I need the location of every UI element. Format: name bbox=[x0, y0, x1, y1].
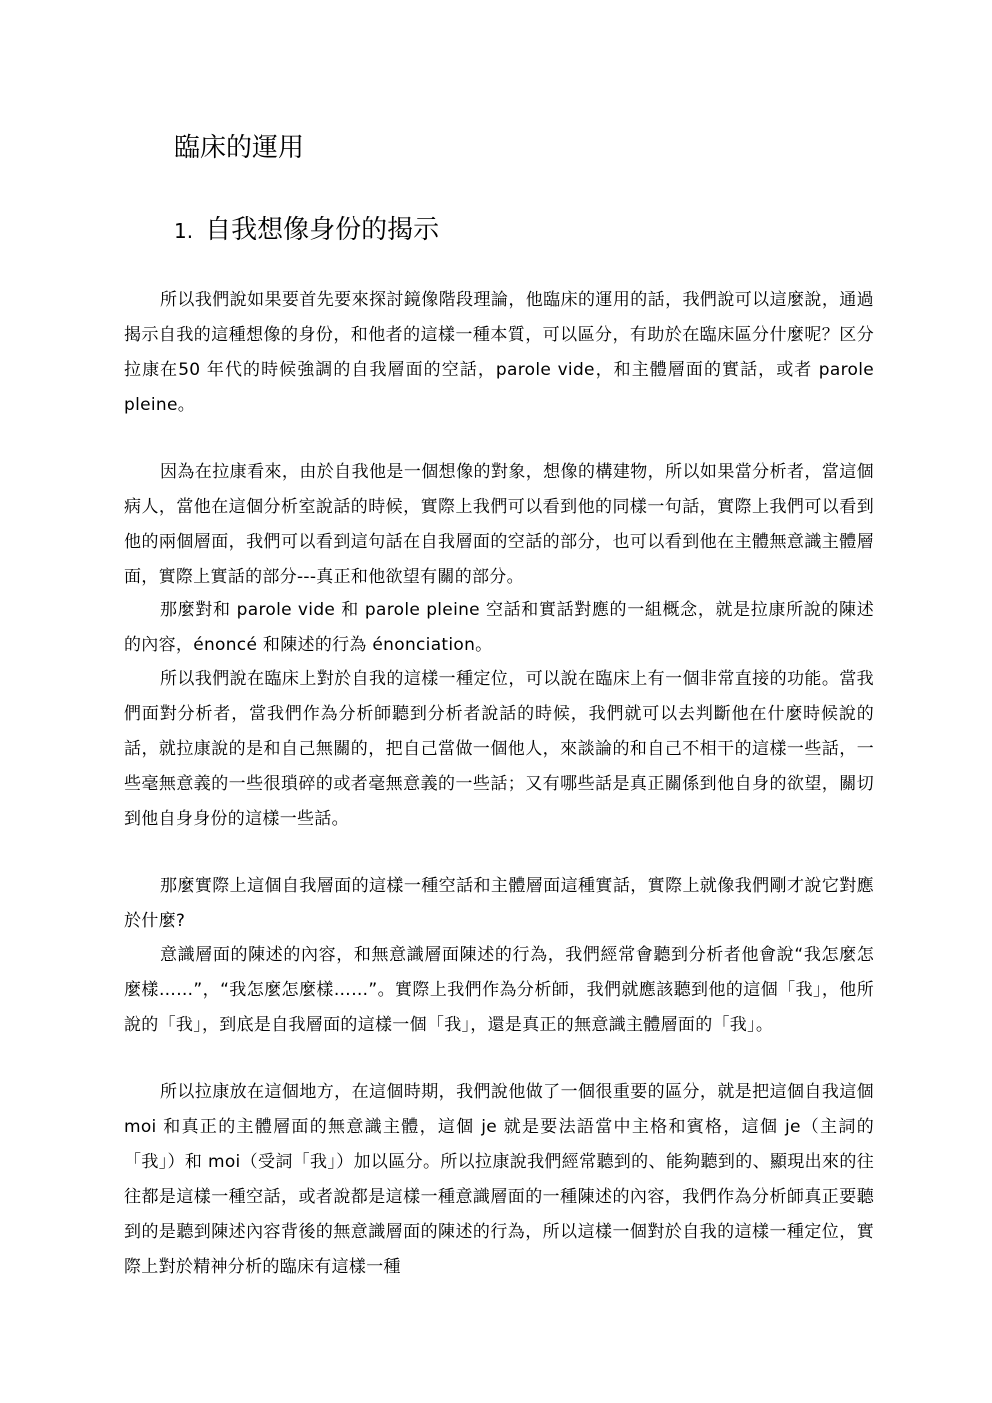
subsection-number: 1. bbox=[174, 219, 194, 243]
paragraph: 意識層面的陳述的內容，和無意識層面陳述的行為，我們經常會聽到分析者他會說“我怎麼怎麼樣……”，“我怎麼怎麼樣……”。實際上我們作為分析師，我們就應該聽到他的這個「我」，他所說的「我」，到底是自我層面的這樣一個「我」，還是真正的無意識主體層面的「我」。 bbox=[124, 945, 874, 1035]
paragraph: 那麼實際上這個自我層面的這樣一種空話和主體層面這種實話，實際上就像我們剛才說它對應於什麼? bbox=[124, 876, 874, 931]
subsection-title-text: 自我想像身份的揭示 bbox=[205, 215, 440, 245]
subsection-title bbox=[174, 210, 439, 251]
paragraph: 所以我們說在臨床上對於自我的這樣一種定位，可以說在臨床上有一個非常直接的功能。當我們面對分析者，當我們作為分析師聽到分析者說話的時候，我們就可以去判斷他在什麼時候說的話，就拉康說的是和自己無關的，把自己當做一個他人，來談論的和自己不相干的這樣一些話，一些毫無意義的一些很瑣碎的或者毫無意義的一些話；又有哪些話是真正關係到他自身的欲望，關切到他自身身份的這樣一些話。 bbox=[124, 669, 874, 829]
paragraph: 因為在拉康看來，由於自我他是一個想像的對象，想像的構建物，所以如果當分析者，當這個病人，當他在這個分析室說話的時候，實際上我們可以看到他的同樣一句話，實際上我們可以看到他的兩個層面，我們可以看到這句話在自我層面的空話的部分，也可以看到他在主體無意識主體層面，實際上實話的部分---真正和他欲望有關的部分。 bbox=[124, 462, 874, 587]
paragraph: 所以我們說如果要首先要來探討鏡像階段理論，他臨床的運用的話，我們說可以這麼說，通過揭示自我的這種想像的身份，和他者的這樣一種本質，可以區分，有助於在臨床區分什麼呢？区分拉康在50 年代的時候強調的自我層面的空話，parole vide，和主體層面的實話，或者 parole pleine。 bbox=[124, 290, 874, 415]
paragraph: 那麼對和 parole vide 和 parole pleine 空話和實話對應的一組概念，就是拉康所說的陳述的內容，énoncé 和陳述的行為 énonciation。 bbox=[124, 600, 874, 655]
section-title: 臨床的運用 bbox=[174, 133, 305, 163]
paragraph: 所以拉康放在這個地方，在這個時期，我們說他做了一個很重要的區分，就是把這個自我這個 moi 和真正的主體層面的無意識主體，這個 je 就是要法語當中主格和賓格，這個 je（主詞的「我」）和 moi（受詞「我」）加以區分。所以拉康說我們經常聽到的、能夠聽到的、顯現出來的往往都是這樣一種空話，或者說都是這樣一種意識層面的一種陳述的內容，我們作為分析師真正要聽到的是聽到陳述內容背後的無意識層面的陳述的行為，所以這樣一個對於自我的這樣一種定位，實際上對於精神分析的臨床有這樣一種 bbox=[124, 1082, 874, 1277]
